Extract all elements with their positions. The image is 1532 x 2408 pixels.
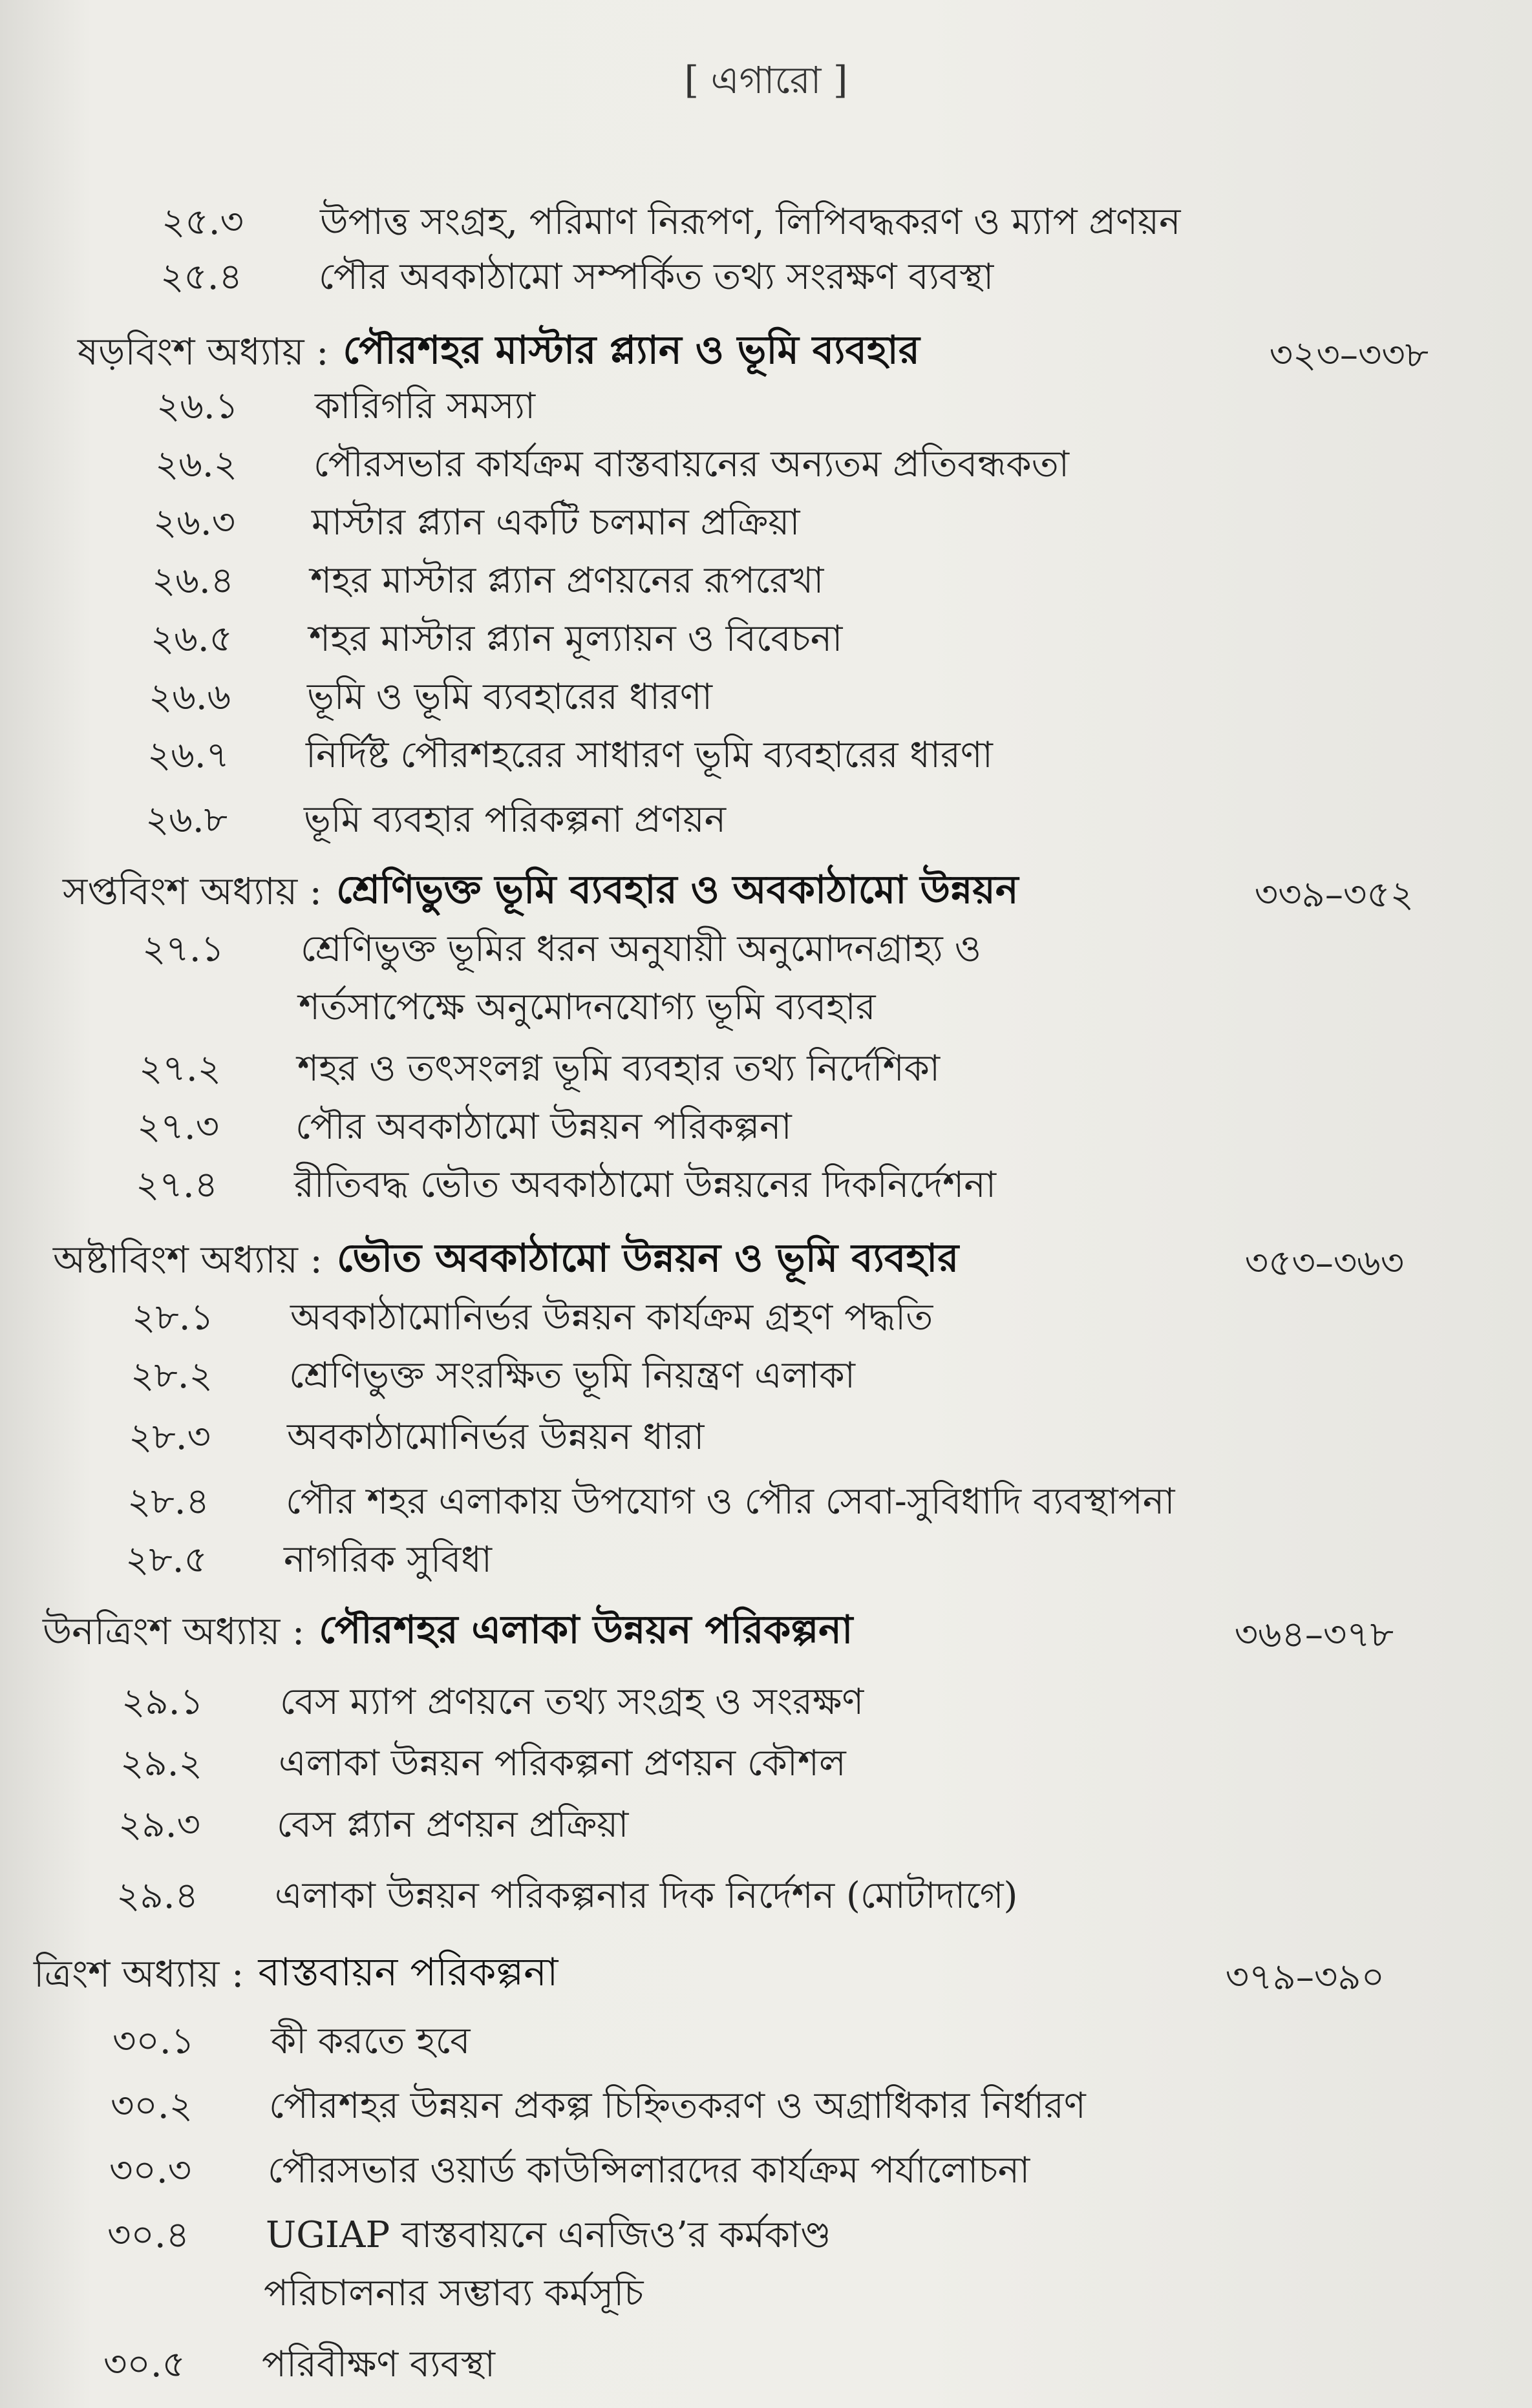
section-title: উপাত্ত সংগ্রহ, পরিমাণ নিরূপণ, লিপিবদ্ধকরণ ও ম্যাপ প্রণয়ন	[320, 201, 1181, 243]
section-number: ২৮.৫	[125, 1539, 207, 1581]
section-number: ২৭.১	[142, 928, 224, 970]
section-number: ৩০.২	[111, 2085, 193, 2127]
chapter-page-range: ৩৩৯–৩৫২	[1254, 874, 1414, 916]
section-number: ২৬.৪	[152, 560, 234, 602]
section-number: ২৭.২	[139, 1048, 222, 1090]
section-number: ২৮.২	[131, 1355, 213, 1397]
section-number: ২৬.৮	[145, 799, 228, 841]
section-title: পৌর শহর এলাকায় উপযোগ ও পৌর সেবা-সুবিধাদি ব্যবস্থাপনা	[286, 1481, 1175, 1523]
section-title: মাস্টার প্ল্যান একটি চলমান প্রক্রিয়া	[312, 502, 800, 544]
section-title: শহর মাস্টার প্ল্যান মূল্যায়ন ও বিবেচনা	[309, 618, 843, 660]
section-title: পৌরসভার ওয়ার্ড কাউন্সিলারদের কার্যক্রম পর্যালোচনা	[268, 2149, 1030, 2191]
section-number: ২৮.৩	[129, 1416, 211, 1458]
chapter-label: ষড়বিংশ অধ্যায় :	[78, 330, 329, 374]
section-number: ২৮.৪	[127, 1481, 209, 1523]
section-title: অবকাঠামোনির্ভর উন্নয়ন ধারা	[287, 1416, 705, 1458]
section-number: ২৬.২	[155, 443, 238, 485]
section-number: ৩০.৩	[109, 2149, 192, 2191]
section-title: বেস প্ল্যান প্রণয়ন প্রক্রিয়া	[277, 1804, 629, 1846]
section-title: অবকাঠামোনির্ভর উন্নয়ন কার্যক্রম গ্রহণ পদ্ধতি	[290, 1296, 933, 1338]
section-title: নাগরিক সুবিধা	[284, 1539, 492, 1581]
section-number: ২৬.৭	[147, 734, 230, 776]
section-number: ২৫.৪	[160, 256, 242, 298]
chapter-label: অষ্টাবিংশ অধ্যায় :	[53, 1238, 323, 1282]
chapter-page-range: ৩২৩–৩৩৮	[1269, 334, 1429, 376]
section-title: এলাকা উন্নয়ন পরিকল্পনার দিক নির্দেশন (মোটাদাগে)	[275, 1875, 1018, 1917]
section-title: কী করতে হবে	[271, 2020, 471, 2062]
chapter-title: পৌরশহর এলাকা উন্নয়ন পরিকল্পনা	[319, 1607, 853, 1653]
section-number: ২৯.৩	[118, 1804, 200, 1846]
section-number: ২৯.২	[120, 1742, 202, 1784]
section-title: বেস ম্যাপ প্রণয়নে তথ্য সংগ্রহ ও সংরক্ষণ	[280, 1681, 864, 1723]
section-title: নির্দিষ্ট পৌরশহরের সাধারণ ভূমি ব্যবহারের ধারণা	[306, 734, 993, 776]
section-title: কারিগরি সমস্যা	[315, 385, 536, 427]
section-number: ৩০.৪	[107, 2214, 189, 2256]
section-number: ৩০.১	[112, 2020, 195, 2062]
section-title: পৌর অবকাঠামো উন্নয়ন পরিকল্পনা	[295, 1106, 792, 1148]
section-title: ভূমি ব্যবহার পরিকল্পনা প্রণয়ন	[304, 799, 727, 841]
chapter-page-range: ৩৭৯–৩৯০	[1225, 1956, 1385, 1998]
section-title: পৌরসভার কার্যক্রম বাস্তবায়নের অন্যতম প্রতিবন্ধকতা	[314, 443, 1069, 485]
section-title: এলাকা উন্নয়ন পরিকল্পনা প্রণয়ন কৌশল	[279, 1742, 846, 1784]
page-header: [ এগারো ]	[684, 58, 848, 102]
section-title: শ্রেণিভুক্ত সংরক্ষিত ভূমি নিয়ন্ত্রণ এলাকা	[289, 1355, 855, 1397]
section-title: শহর ও তৎসংলগ্ন ভূমি ব্যবহার তথ্য নির্দেশিকা	[297, 1048, 941, 1090]
section-title: পরিবীক্ষণ ব্যবস্থা	[262, 2343, 495, 2385]
chapter-label: উনত্রিংশ অধ্যায় :	[43, 1609, 305, 1653]
chapter-page-range: ৩৫৩–৩৬৩	[1244, 1242, 1404, 1284]
chapter-title: পৌরশহর মাস্টার প্ল্যান ও ভূমি ব্যবহার	[343, 328, 920, 373]
section-title: রীতিবদ্ধ ভৌত অবকাঠামো উন্নয়নের দিকনির্দেশনা	[294, 1164, 996, 1206]
section-number: ২৬.৬	[149, 676, 231, 718]
section-number: ২৬.৫	[151, 618, 233, 660]
section-title: পৌর অবকাঠামো সম্পর্কিত তথ্য সংরক্ষণ ব্যবস্থা	[319, 256, 994, 298]
section-number: ২৫.৩	[162, 201, 244, 243]
chapter-title: বাস্তবায়ন পরিকল্পনা	[258, 1950, 559, 1995]
section-title: শহর মাস্টার প্ল্যান প্রণয়নের রূপরেখা	[310, 560, 824, 602]
section-number: ২৯.১	[122, 1681, 204, 1723]
section-title: শ্রেণিভুক্ত ভূমির ধরন অনুযায়ী অনুমোদনগ্রাহ্য ও	[301, 928, 981, 970]
chapter-title: ভৌত অবকাঠামো উন্নয়ন ও ভূমি ব্যবহার	[336, 1236, 959, 1281]
section-number: ২৬.১	[156, 385, 239, 427]
section-title: UGIAP বাস্তবায়নে এনজিও’র কর্মকাণ্ড	[266, 2214, 831, 2256]
section-title-continued: শর্তসাপেক্ষে অনুমোদনযোগ্য ভূমি ব্যবহার	[299, 986, 876, 1028]
chapter-page-range: ৩৬৪–৩৭৮	[1234, 1614, 1394, 1656]
section-number: ২৯.৪	[116, 1875, 198, 1917]
section-title: পৌরশহর উন্নয়ন প্রকল্প চিহ্নিতকরণ ও অগ্রাধিকার নির্ধারণ	[269, 2085, 1086, 2127]
section-title: ভূমি ও ভূমি ব্যবহারের ধারণা	[307, 676, 712, 718]
section-number: ২৬.৩	[153, 502, 236, 544]
section-number: ২৭.৩	[137, 1106, 220, 1148]
section-number: ৩০.৫	[103, 2343, 186, 2385]
section-number: ২৮.১	[132, 1296, 214, 1338]
chapter-title: শ্রেণিভুক্ত ভূমি ব্যবহার ও অবকাঠামো উন্নয়ন	[336, 867, 1019, 913]
section-title-continued: পরিচালনার সম্ভাব্য কর্মসূচি	[264, 2272, 644, 2314]
chapter-label: সপ্তবিংশ অধ্যায় :	[63, 869, 323, 913]
chapter-label: ত্রিংশ অধ্যায় :	[34, 1952, 244, 1996]
section-number: ২৭.৪	[136, 1164, 218, 1206]
